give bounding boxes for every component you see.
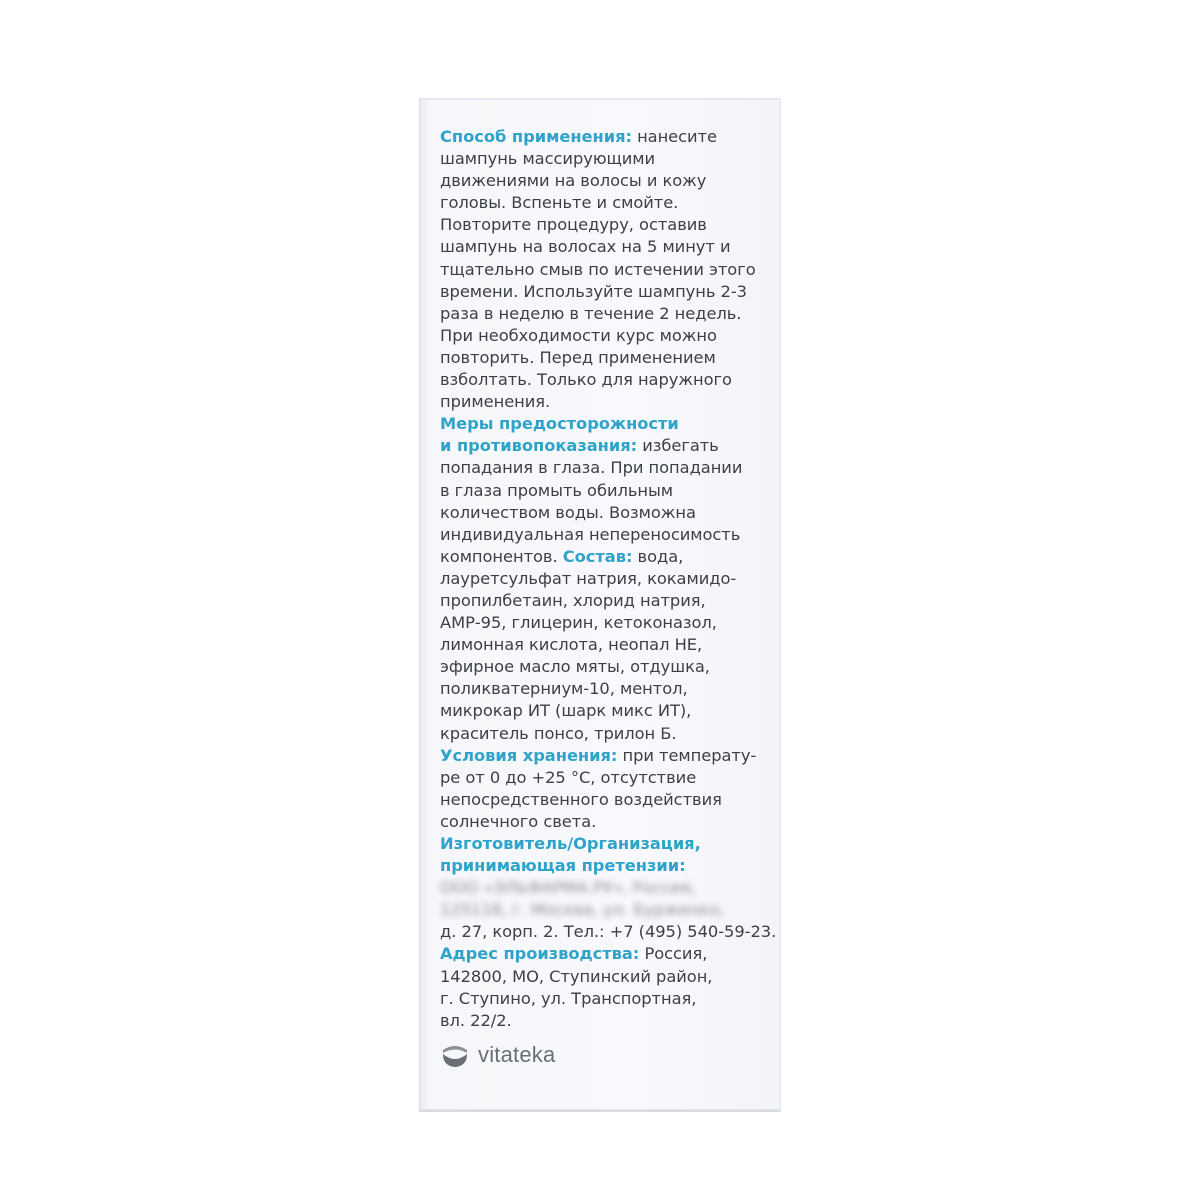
text-line: [440, 855, 772, 877]
text-line: [440, 435, 772, 457]
body-text: тщательно смыв по истечении этого: [440, 259, 756, 279]
body-text: количеством воды. Возможна: [440, 502, 696, 522]
body-text: вода,: [632, 546, 684, 566]
body-text: Россия,: [639, 944, 708, 964]
text-line: [440, 236, 772, 258]
text-line: [440, 656, 772, 678]
body-text: д. 27, корп. 2. Тел.: +7 (495) 540-59-23.: [440, 922, 777, 942]
body-text: шампунь на волосах на 5 минут и: [440, 237, 731, 257]
section-heading: принимающая претензии:: [440, 856, 686, 876]
box-top-edge: [420, 98, 780, 100]
body-text: попадания в глаза. При попадании: [440, 458, 743, 478]
text-line: [440, 921, 777, 943]
text-line: [440, 126, 772, 148]
text-line: [440, 148, 772, 170]
text-line: [440, 192, 772, 214]
text-line: [440, 413, 772, 435]
text-line: [440, 700, 772, 722]
body-text: времени. Используйте шампунь 2-3: [440, 281, 747, 301]
text-line: [440, 1010, 772, 1032]
text-line: [440, 170, 772, 192]
body-text: индивидуальная непереносимость: [440, 524, 741, 544]
body-text: головы. Вспеньте и смойте.: [440, 193, 679, 213]
text-line: [440, 811, 772, 833]
body-text: лауретсульфат натрия, кокамидо-: [440, 568, 737, 588]
text-line: [440, 303, 772, 325]
body-text: применения.: [440, 392, 551, 412]
text-line: [440, 723, 772, 745]
body-text: 142800, МО, Ступинский район,: [440, 966, 713, 986]
body-text: нанесите: [631, 127, 717, 146]
label-text-block: [440, 126, 777, 1032]
body-text: избегать: [637, 436, 719, 456]
text-line: [440, 391, 772, 413]
text-line: [440, 966, 772, 988]
text-line: [440, 259, 772, 281]
text-line: [440, 745, 772, 767]
body-text: пропилбетаин, хлорид натрия,: [440, 590, 706, 610]
box-bottom-edge: [420, 1109, 780, 1112]
text-line: [440, 281, 772, 303]
body-text: Повторите процедуру, оставив: [440, 215, 707, 235]
text-line: [440, 767, 772, 789]
text-line: [440, 877, 772, 899]
vitateka-logo-icon: [440, 1042, 470, 1068]
brand-name: vitateka: [478, 1042, 556, 1067]
section-heading: Изготовитель/Организация,: [440, 834, 701, 853]
body-text: краситель понсо, трилон Б.: [440, 723, 677, 743]
product-box-side: [419, 98, 781, 1112]
text-line: [440, 988, 772, 1010]
body-text: повторить. Перед применением: [440, 347, 716, 367]
section-heading: Состав:: [562, 546, 633, 566]
section-heading: Условия хранения:: [440, 745, 618, 765]
text-line: [440, 612, 772, 634]
text-line: [440, 678, 772, 700]
text-line: [440, 524, 772, 546]
body-text: непосредственного воздействия: [440, 789, 722, 809]
text-line: [440, 789, 772, 811]
section-heading: Адрес производства:: [440, 944, 640, 964]
text-line: [440, 833, 772, 855]
text-line: [440, 590, 772, 612]
text-line: [440, 214, 772, 236]
body-text: раза в неделю в течение 2 недель.: [440, 303, 742, 323]
body-text: микрокар ИТ (шарк микс ИТ),: [440, 701, 692, 721]
text-line: [440, 347, 772, 369]
body-text: вл. 22/2.: [440, 1010, 512, 1030]
blurred-text: ООО «ЭЛЬФАРМА.РУ», Россия,: [440, 878, 696, 898]
text-line: [440, 568, 772, 590]
body-text: шампунь массирующими: [440, 149, 656, 169]
body-text: лимонная кислота, неопал НЕ,: [440, 635, 703, 655]
body-text: в глаза промыть обильным: [440, 480, 674, 500]
body-text: эфирное масло мяты, отдушка,: [440, 657, 710, 677]
body-text: поликватерниум-10, ментол,: [440, 679, 688, 699]
body-text: компонентов.: [440, 546, 563, 566]
text-line: [440, 634, 772, 656]
body-text: при температу-: [617, 745, 757, 765]
body-text: ре от 0 до +25 °С, отсутствие: [440, 767, 697, 787]
section-heading: и противопоказания:: [440, 436, 638, 456]
text-line: [440, 943, 772, 965]
blurred-text: 125118, г. Москва, ул. Бурженко,: [440, 900, 725, 920]
section-heading: Меры предосторожности: [440, 414, 679, 434]
body-text: движениями на волосы и кожу: [440, 171, 707, 191]
text-line: [440, 369, 772, 391]
text-line: [440, 899, 772, 921]
brand-logo: [440, 1038, 555, 1072]
text-line: [440, 325, 772, 347]
body-text: г. Ступино, ул. Транспортная,: [440, 988, 697, 1008]
body-text: При необходимости курс можно: [440, 325, 717, 345]
body-text: АМР-95, глицерин, кетоконазол,: [440, 613, 717, 633]
text-line: [440, 502, 772, 524]
text-line: [440, 546, 772, 568]
text-line: [440, 480, 772, 502]
body-text: взболтать. Только для наружного: [440, 370, 732, 390]
section-heading: Способ применения:: [440, 127, 632, 146]
text-line: [440, 457, 772, 479]
body-text: солнечного света.: [440, 811, 597, 831]
